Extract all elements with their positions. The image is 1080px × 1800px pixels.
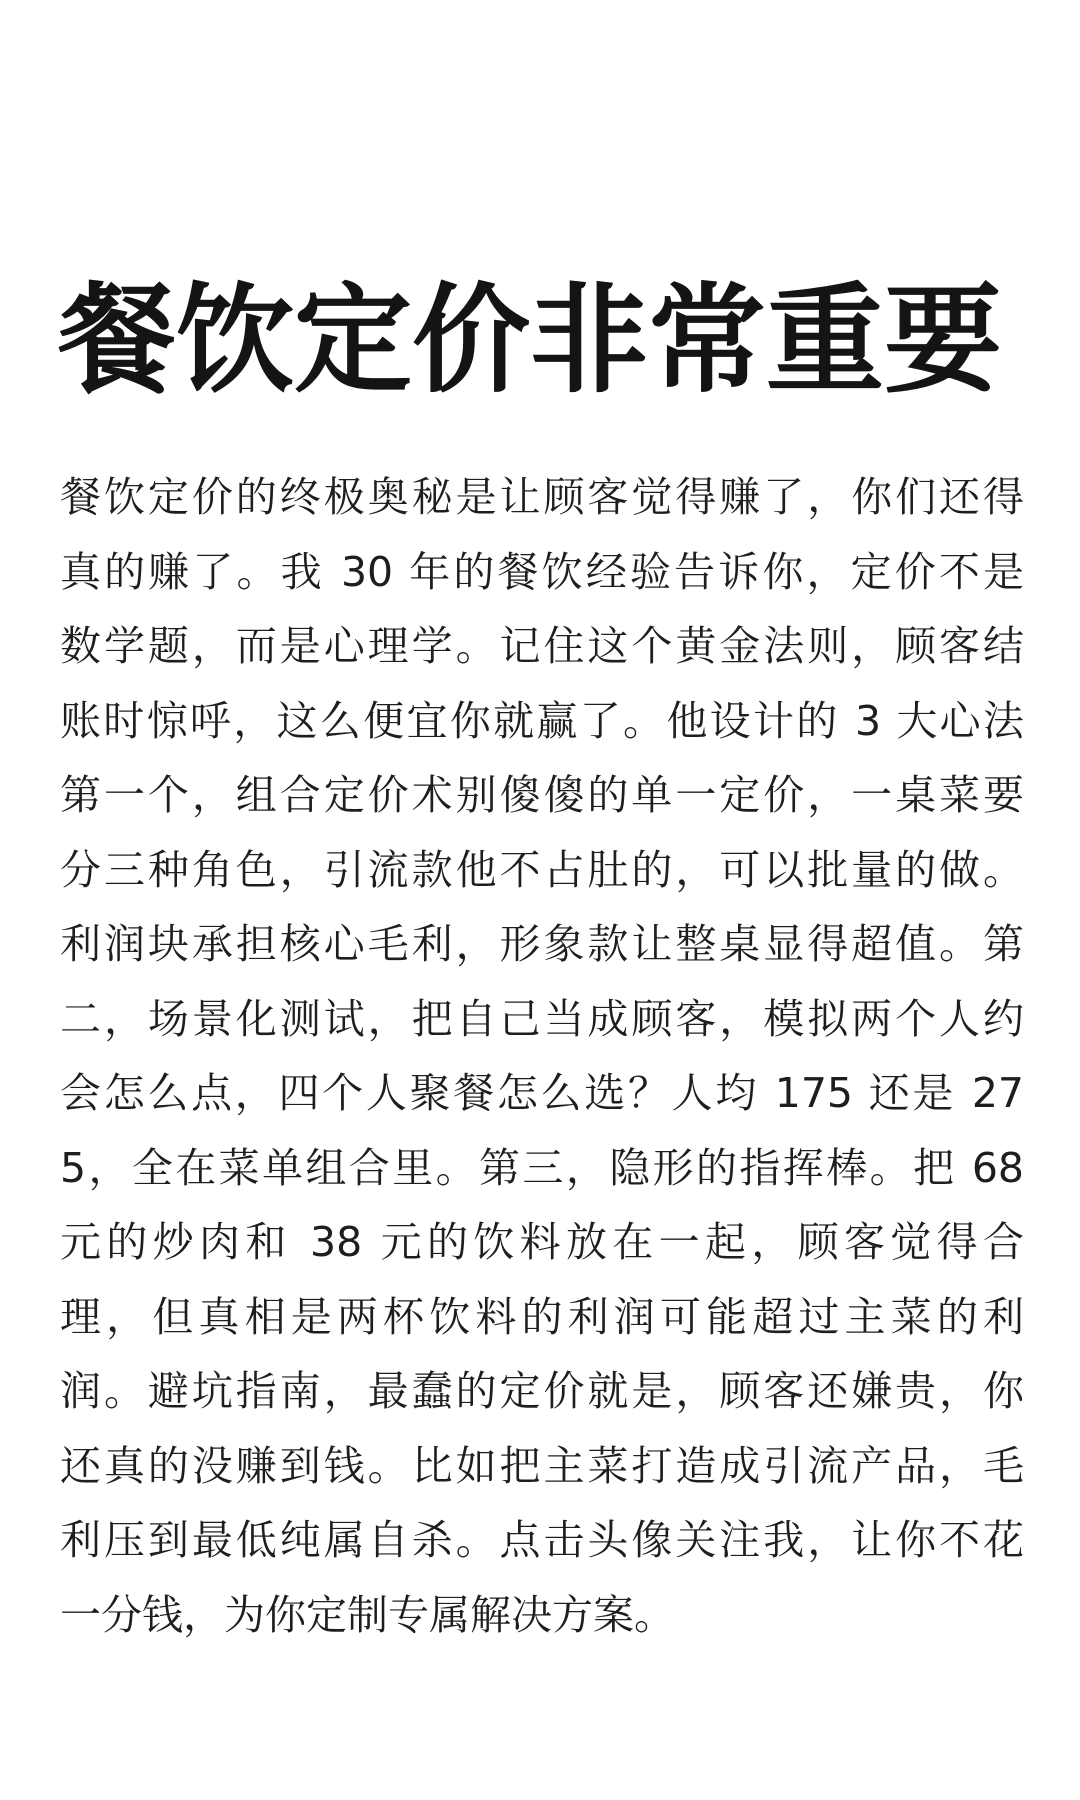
article-line: 会怎么点，四个人聚餐怎么选？人均 175 还是 27 <box>60 1069 1024 1117</box>
article-line: 第一个，组合定价术别傻傻的单一定价，一桌菜要 <box>60 771 1024 819</box>
article-line: 账时惊呼，这么便宜你就赢了。他设计的 3 大心法 <box>60 696 1024 745</box>
article-line: 还真的没赚到钱。比如把主菜打造成引流产品，毛 <box>60 1441 1024 1490</box>
article-line: 5，全在菜单组合里。第三，隐形的指挥棒。把 68 <box>60 1143 1024 1192</box>
article-line: 数学题，而是心理学。记住这个黄金法则，顾客结 <box>60 622 1024 670</box>
article-line: 真的赚了。我 30 年的餐饮经验告诉你，定价不是 <box>60 547 1024 596</box>
article-line: 分三种角色，引流款他不占肚的，可以批量的做。 <box>60 845 1024 894</box>
article-line: 二，场景化测试，把自己当成顾客，模拟两个人约 <box>60 994 1024 1043</box>
article-body <box>60 460 1024 1652</box>
article-line: 餐饮定价的终极奥秘是让顾客觉得赚了，你们还得 <box>60 473 1024 521</box>
article-line: 润。避坑指南，最蠢的定价就是，顾客还嫌贵，你 <box>60 1367 1024 1415</box>
article-line: 利润块承担核心毛利，形象款让整桌显得超值。第 <box>60 920 1024 968</box>
article-line: 利压到最低纯属自杀。点击头像关注我，让你不花 <box>60 1516 1024 1564</box>
article-line: 一分钱，为你定制专属解决方案。 <box>60 1590 675 1639</box>
article-line: 元的炒肉和 38 元的饮料放在一起，顾客觉得合 <box>60 1218 1024 1266</box>
article-line: 理，但真相是两杯饮料的利润可能超过主菜的利 <box>60 1292 1024 1341</box>
page-title: 餐饮定价非常重要 <box>58 270 1003 409</box>
